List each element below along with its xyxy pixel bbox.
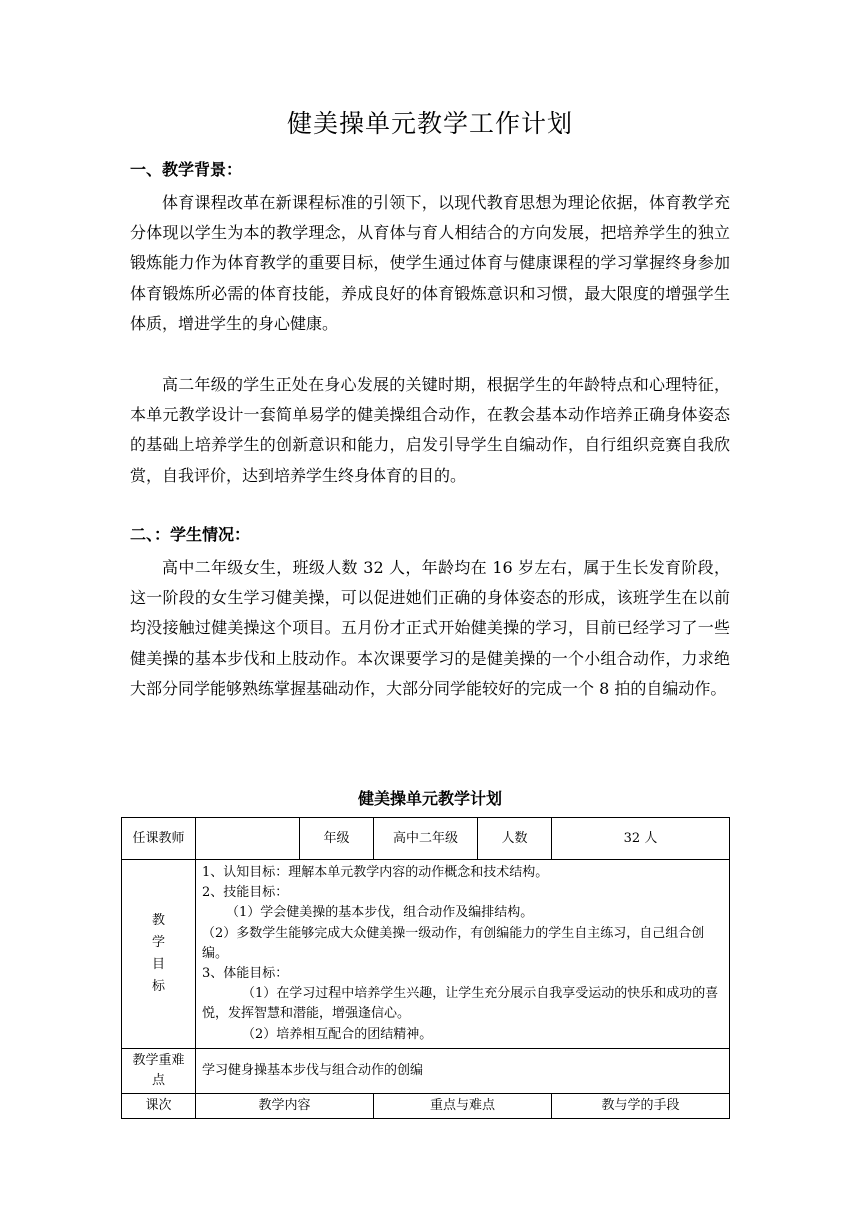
document-title: 健美操单元教学工作计划 [286, 109, 573, 138]
goal-line: 3、体能目标： [202, 966, 289, 982]
goal-line: 1、认知目标：理解本单元教学内容的动作概念和技术结构。 [202, 865, 549, 880]
focus-header-cell: 重点与难点 [374, 1093, 552, 1118]
grade-value-cell: 高中二年级 [374, 818, 478, 860]
paragraph-background-1 [130, 188, 730, 339]
table-row-keypoints [122, 1048, 730, 1093]
teacher-label-cell: 任课教师 [122, 818, 196, 860]
section-heading-background: 一、教学背景： [130, 160, 243, 179]
lesson-header-cell: 课次 [122, 1093, 196, 1118]
paragraph-text: 高中二年级女生，班级人数 32 人，年龄均在 16 岁左右，属于生长发育阶段，这一阶段的女生学习健美操，可以促进她们正确的身体姿态的形成，该班学生在以前均没接触过健美操这个项目。五月份才正式开始健美操的学习，目前已经学习了一些健美操的基本步伐和上肢动作。本次课要学习的是健美操的一个小组合动作，力求绝大部分同学能够熟练掌握基础动作，大部分同学能较好的完成一个 8 拍的自编动作。 [130, 558, 730, 698]
count-label-cell: 人数 [478, 818, 552, 860]
table-row-info [122, 818, 730, 860]
section-heading-students: 二、：学生情况： [130, 525, 251, 544]
goal-line: （1）在学习过程中培养学生兴趣，让学生充分展示自我享受运动的快乐和成功的喜悦，发挥智慧和潜能，增强逢信心。 [202, 986, 719, 1022]
keypoints-label-cell: 教学重难点 [122, 1048, 196, 1093]
paragraph-text: 高二年级的学生正处在身心发展的关键时期，根据学生的年龄特点和心理特征，本单元教学设计一套简单易学的健美操组合动作，在教会基本动作培养正确身体姿态的基础上培养学生的创新意识和能力，启发引导学生自编动作，自行组织竞赛自我欣赏，自我评价，达到培养学生终身体育的目的。 [130, 375, 730, 485]
goal-line: （1）学会健美操的基本步伐，组合动作及编排结构。 [226, 905, 534, 921]
paragraph-background-2 [130, 370, 730, 491]
goals-label-cell [122, 860, 196, 1049]
table-row-goals [122, 860, 730, 1049]
methods-header-cell: 教与学的手段 [552, 1093, 730, 1118]
keypoints-value-cell: 学习健身操基本步伐与组合动作的创编 [196, 1048, 730, 1093]
content-header-cell: 教学内容 [196, 1093, 374, 1118]
goal-line: （2）多数学生能够完成大众健美操一级动作，有创编能力的学生自主练习，自己组合创编。 [202, 925, 705, 961]
teacher-value-cell [196, 818, 300, 860]
goal-line: 2、技能目标： [202, 885, 289, 901]
goals-content-cell [196, 860, 730, 1049]
table-row-header [122, 1093, 730, 1118]
table-title: 健美操单元教学计划 [357, 789, 502, 808]
paragraph-students [130, 553, 730, 704]
unit-plan-table [121, 817, 730, 1119]
paragraph-text: 体育课程改革在新课程标准的引领下，以现代教育思想为理论依据，体育教学充分体现以学生为本的教学理念，从育体与育人相结合的方向发展，把培养学生的独立锻炼能力作为体育教学的重要目标，使学生通过体育与健康课程的学习掌握终身参加体育锻炼所必需的体育技能，养成良好的体育锻炼意识和习惯，最大限度的增强学生体质，增进学生的身心健康。 [130, 193, 730, 333]
goals-label: 教学目标 [151, 912, 165, 994]
grade-label-cell: 年级 [300, 818, 374, 860]
count-value-cell: 32 人 [552, 818, 730, 860]
goal-line: （2）培养相互配合的团结精神。 [242, 1026, 433, 1042]
